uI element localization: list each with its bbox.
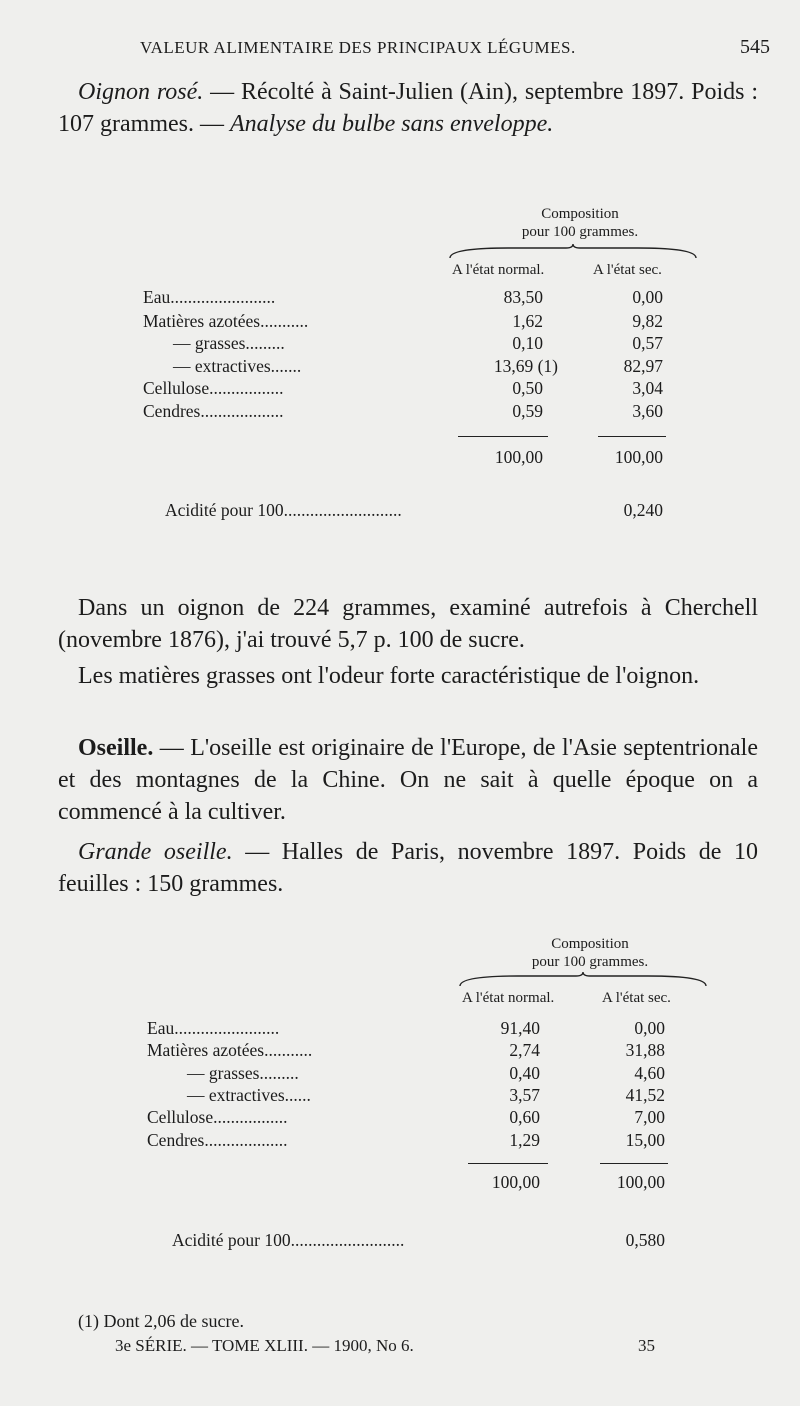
table-total-row: 100,00 100,00: [491, 1172, 665, 1192]
total-rule: [458, 436, 548, 437]
brace-icon: [458, 972, 708, 988]
paragraph-matieres-grasses: Les matières grasses ont l'odeur forte caractéristique de l'oignon.: [78, 663, 700, 689]
oignon-analyse: Analyse du bulbe sans enveloppe.: [229, 111, 554, 137]
acidity-row: Acidité pour 100........................... 0,240: [165, 500, 663, 520]
col-normal-header: A l'état normal.: [452, 262, 545, 278]
table-row: Matières azotées........... 2,74 31,88: [147, 1040, 665, 1060]
intro-oignon: [58, 76, 758, 140]
table-row: Eau........................ 83,50 0,00: [143, 287, 663, 307]
table-row: Cellulose................. 0,50 3,04: [143, 378, 663, 398]
page-number: 545: [740, 36, 770, 58]
table-row: — grasses......... 0,40 4,60: [187, 1063, 665, 1083]
oseille-title: Oseille.: [78, 735, 154, 761]
col-normal-header: A l'état normal.: [462, 990, 555, 1006]
table-row: Matières azotées........... 1,62 9,82: [143, 311, 663, 331]
col-sec-header: A l'état sec.: [593, 262, 662, 278]
paragraph-grande-oseille: Grande oseille. — Halles de Paris, novembre 1897. Poids de 10 feuilles : 150 grammes.: [58, 839, 759, 897]
series-info: 3e SÉRIE. — TOME XLIII. — 1900, No 6.: [115, 1336, 414, 1355]
paragraph-sucre: Dans un oignon de 224 grammes, examiné autrefois à Cherchell (novembre 1876), j'ai trouvé 5,7 p. 100 de sucre.: [58, 595, 758, 653]
table-row: — grasses......... 0,10 0,57: [173, 333, 663, 353]
table-row: Cellulose................. 0,60 7,00: [147, 1107, 665, 1127]
table-row: Eau........................ 91,40 0,00: [147, 1018, 665, 1038]
composition-subheading: pour 100 grammes.: [531, 954, 649, 970]
oignon-desc: — Récolté à Saint-Julien (Ain), septembre 1897. Poids : 107 grammes. —: [58, 79, 758, 137]
table-row: — extractives....... 13,69 (1) 82,97: [173, 356, 663, 376]
paragraph-oseille: Oseille. — L'oseille est originaire de l'Europe, de l'Asie septentrionale et des montagnes de la Chine. On ne sait à quelle époque on a commencé à la cultiver.: [58, 735, 758, 825]
running-header: [140, 38, 770, 62]
table-total-row: 100,00 100,00: [494, 447, 663, 467]
composition-heading: Composition: [551, 936, 629, 952]
table-row: — extractives...... 3,57 41,52: [187, 1085, 665, 1105]
oignon-title: Oignon rosé.: [78, 79, 204, 105]
composition-subheading: pour 100 grammes.: [521, 224, 639, 240]
acidity-row: Acidité pour 100.......................... 0,580: [172, 1230, 665, 1250]
header-title: VALEUR ALIMENTAIRE DES PRINCIPAUX LÉGUMES.: [140, 38, 576, 57]
table-row: Cendres................... 1,29 15,00: [147, 1130, 665, 1150]
total-rule: [598, 436, 666, 437]
total-rule: [600, 1163, 668, 1164]
signature-number: 35: [638, 1336, 655, 1355]
footnote: (1) Dont 2,06 de sucre.: [78, 1311, 244, 1331]
table-row: Cendres................... 0,59 3,60: [143, 401, 663, 421]
total-rule: [468, 1163, 548, 1164]
grande-oseille-title: Grande oseille.: [78, 839, 233, 865]
page-footer: [115, 1336, 655, 1356]
col-sec-header: A l'état sec.: [602, 990, 671, 1006]
brace-icon: [448, 244, 698, 260]
composition-heading: Composition: [541, 206, 619, 222]
